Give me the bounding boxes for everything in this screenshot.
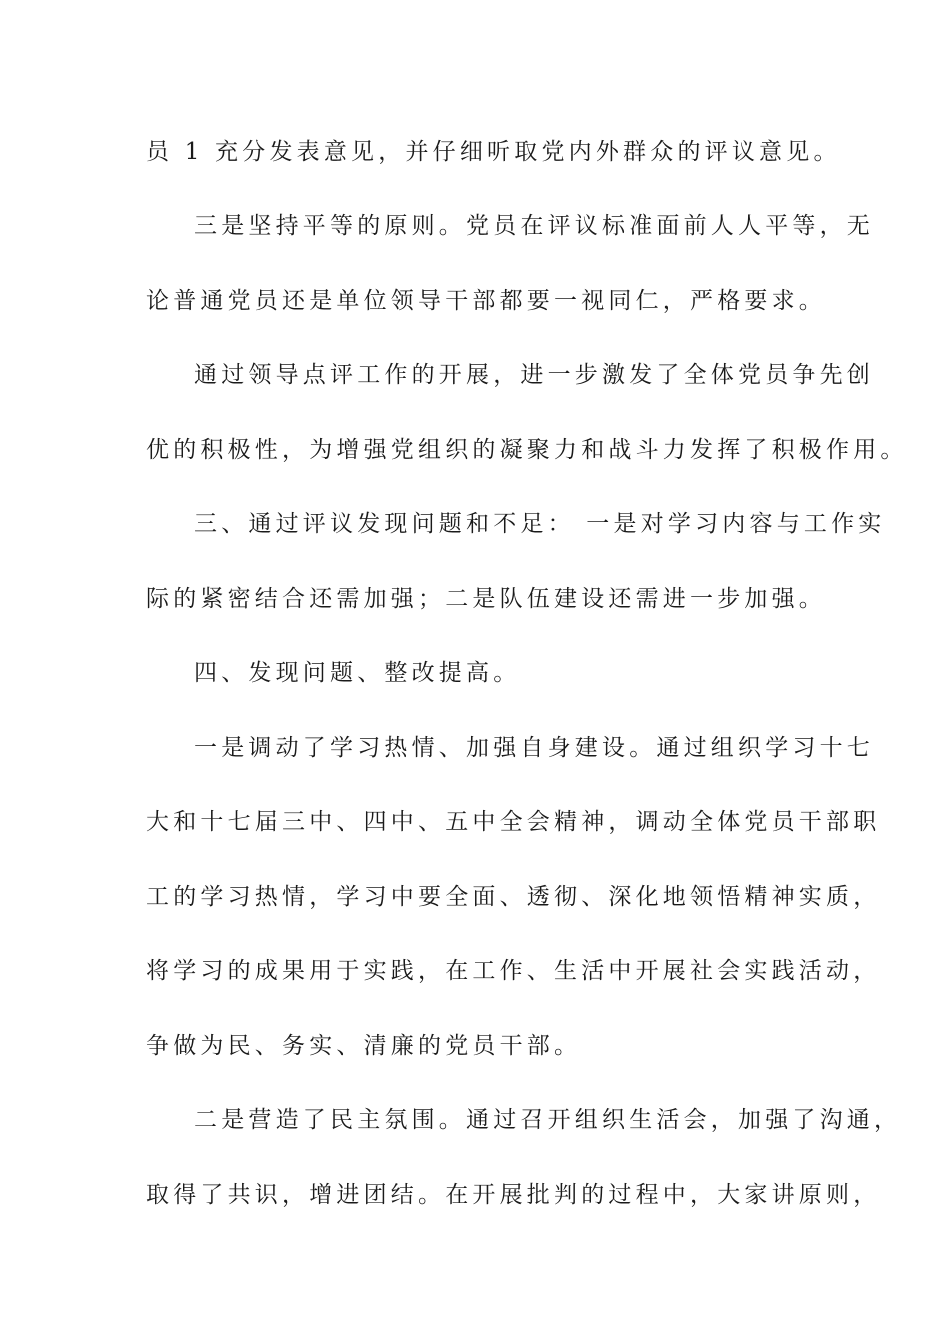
text-line: 际的紧密结合还需加强；二是队伍建设还需进一步加强。 <box>146 586 826 612</box>
text-line: 员 1 充分发表意见，并仔细听取党内外群众的评议意见。 <box>146 139 841 165</box>
text-line: 通过领导点评工作的开展，进一步激发了全体党员争先创 <box>194 362 874 388</box>
text-line: 四、发现问题、整改提高。 <box>194 660 521 686</box>
text-line: 争做为民、务实、清廉的党员干部。 <box>146 1033 582 1059</box>
text-line: 三是坚持平等的原则。党员在评议标准面前人人平等，无 <box>194 213 874 239</box>
text-line: 大和十七届三中、四中、五中全会精神，调动全体党员干部职 <box>146 809 881 835</box>
text-line: 一是调动了学习热情、加强自身建设。通过组织学习十七 <box>194 735 874 761</box>
text-line: 优的积极性，为增强党组织的凝聚力和战斗力发挥了积极作用。 <box>146 437 908 463</box>
text-line: 三、通过评议发现问题和不足： 一是对学习内容与工作实 <box>194 511 886 537</box>
text-line: 取得了共识，增进团结。在开展批判的过程中，大家讲原则， <box>146 1182 881 1208</box>
text-line: 工的学习热情，学习中要全面、透彻、深化地领悟精神实质， <box>146 884 881 910</box>
text-line: 将学习的成果用于实践，在工作、生活中开展社会实践活动， <box>146 958 881 984</box>
text-line: 论普通党员还是单位领导干部都要一视同仁，严格要求。 <box>146 288 826 314</box>
text-line: 二是营造了民主氛围。通过召开组织生活会，加强了沟通， <box>194 1107 902 1133</box>
